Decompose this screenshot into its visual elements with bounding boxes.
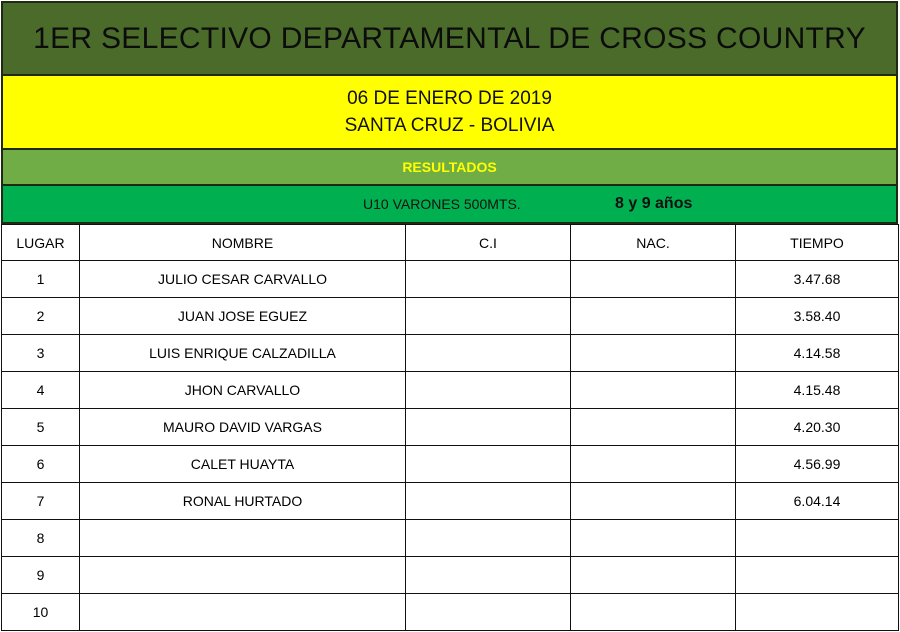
cell-nac [571, 261, 736, 298]
cell-lugar: 9 [2, 557, 80, 594]
cell-ci [406, 261, 571, 298]
table-row [2, 298, 899, 335]
section-title: RESULTADOS [402, 159, 497, 175]
cell-lugar: 6 [2, 446, 80, 483]
cell-ci [406, 335, 571, 372]
cell-nac [571, 557, 736, 594]
table-row [2, 446, 899, 483]
cell-ci [406, 520, 571, 557]
cell-lugar: 2 [2, 298, 80, 335]
cell-nac [571, 409, 736, 446]
cell-nombre [80, 520, 406, 557]
table-row [2, 409, 899, 446]
cell-ci [406, 298, 571, 335]
cell-tiempo: 4.56.99 [736, 446, 899, 483]
cell-nac [571, 298, 736, 335]
results-table [1, 224, 899, 631]
cell-lugar: 4 [2, 372, 80, 409]
cell-lugar: 10 [2, 594, 80, 631]
cell-nombre: MAURO DAVID VARGAS [80, 409, 406, 446]
title-band [1, 1, 898, 76]
cell-nombre: CALET HUAYTA [80, 446, 406, 483]
cell-lugar: 1 [2, 261, 80, 298]
cell-tiempo: 3.47.68 [736, 261, 899, 298]
cell-nombre: RONAL HURTADO [80, 483, 406, 520]
cell-tiempo: 6.04.14 [736, 483, 899, 520]
cell-nac [571, 594, 736, 631]
cell-nombre: LUIS ENRIQUE CALZADILLA [80, 335, 406, 372]
event-date: 06 DE ENERO DE 2019 [347, 88, 552, 109]
cell-tiempo: 3.58.40 [736, 298, 899, 335]
cell-lugar: 3 [2, 335, 80, 372]
cell-nac [571, 372, 736, 409]
cell-lugar: 5 [2, 409, 80, 446]
cell-lugar: 7 [2, 483, 80, 520]
cell-nac [571, 483, 736, 520]
header-row [2, 225, 899, 261]
table-row-empty [2, 520, 899, 557]
cell-nac [571, 446, 736, 483]
cell-tiempo: 4.15.48 [736, 372, 899, 409]
table-row [2, 483, 899, 520]
cell-ci [406, 557, 571, 594]
cell-ci [406, 372, 571, 409]
cell-nombre [80, 594, 406, 631]
category-age: 8 y 9 años [615, 195, 693, 212]
table-row-empty [2, 594, 899, 631]
cell-ci [406, 594, 571, 631]
cell-ci [406, 483, 571, 520]
header-nac: NAC. [571, 225, 736, 261]
cell-tiempo: 4.14.58 [736, 335, 899, 372]
cell-nombre: JULIO CESAR CARVALLO [80, 261, 406, 298]
header-nombre: NOMBRE [80, 225, 406, 261]
event-location: SANTA CRUZ - BOLIVIA [344, 115, 555, 136]
category-name: U10 VARONES 500MTS. [363, 196, 521, 212]
header-lugar: LUGAR [2, 225, 80, 261]
cell-tiempo [736, 557, 899, 594]
cell-nac [571, 335, 736, 372]
table-row [2, 261, 899, 298]
category-band [1, 186, 898, 224]
table-row-empty [2, 557, 899, 594]
cell-tiempo: 4.20.30 [736, 409, 899, 446]
cell-nac [571, 520, 736, 557]
cell-nombre: JHON CARVALLO [80, 372, 406, 409]
cell-lugar: 8 [2, 520, 80, 557]
results-band [1, 150, 898, 186]
header-tiempo: TIEMPO [736, 225, 899, 261]
cell-nombre [80, 557, 406, 594]
date-band [1, 76, 898, 150]
cell-ci [406, 409, 571, 446]
cell-tiempo [736, 594, 899, 631]
results-body [2, 261, 899, 631]
table-row [2, 335, 899, 372]
header-ci: C.I [406, 225, 571, 261]
cell-tiempo [736, 520, 899, 557]
cell-ci [406, 446, 571, 483]
cell-nombre: JUAN JOSE EGUEZ [80, 298, 406, 335]
event-title: 1ER SELECTIVO DEPARTAMENTAL DE CROSS COUNTRY [33, 21, 866, 55]
table-row [2, 372, 899, 409]
